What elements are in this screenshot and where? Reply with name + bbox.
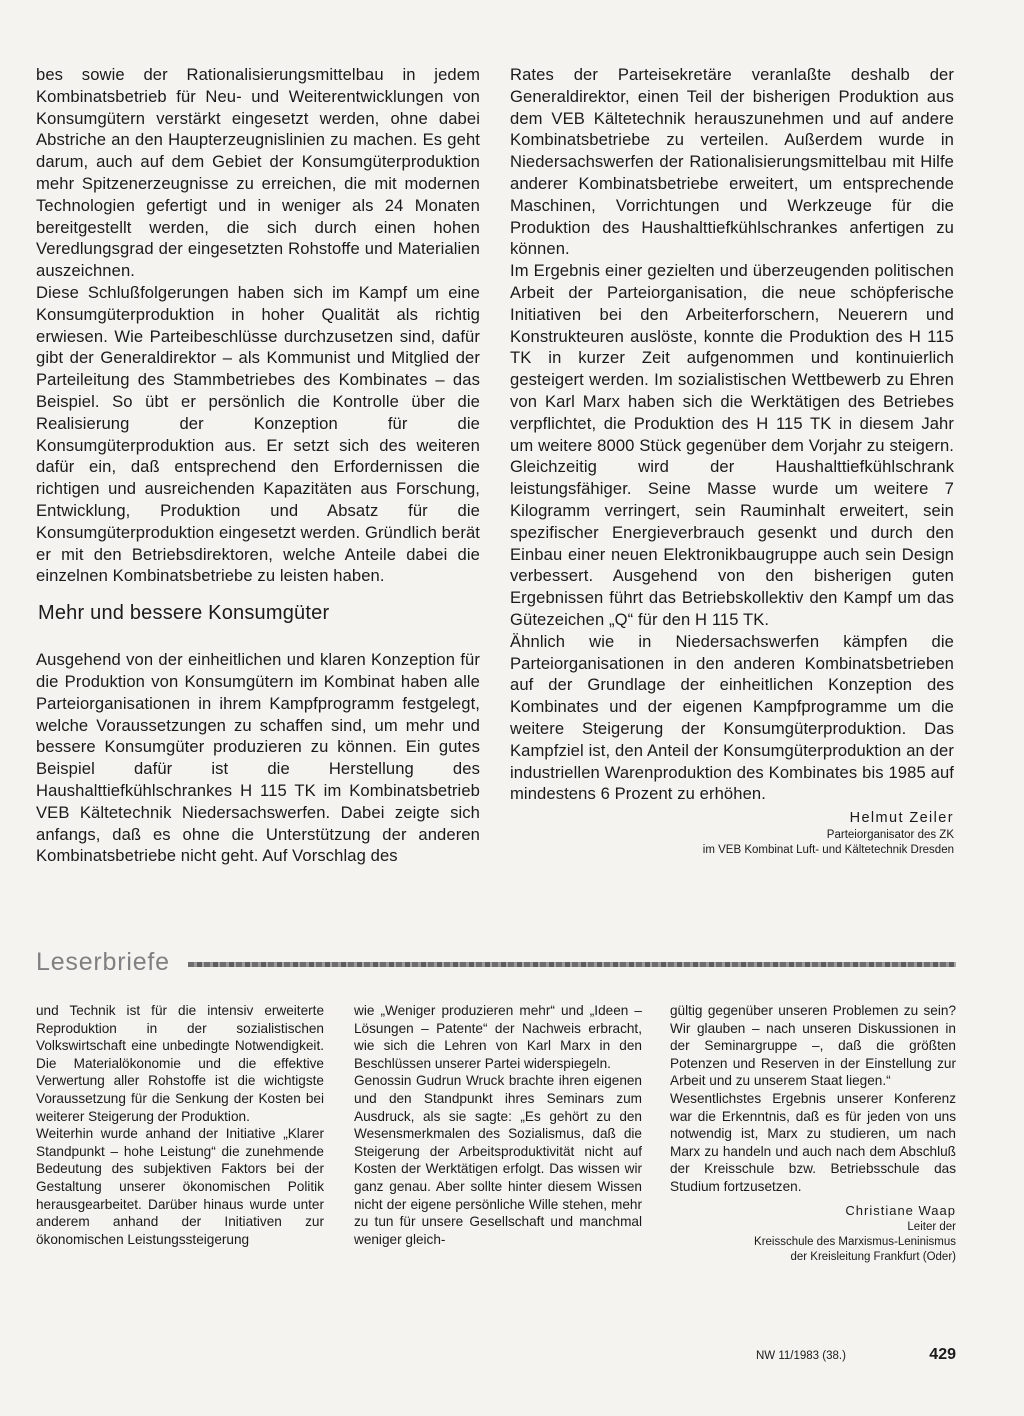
letter-paragraph: Wesentlichstes Ergebnis unserer Konferenz war die Erkenntnis, daß es für jeden von uns notwendig ist, Marx zu studieren, um nach Marx zu handeln und auch nach dem Abschluß der Kreisschule bzw. Betriebsschule das Studium fortzusetzen.: [670, 1090, 956, 1194]
letters-column-2: [354, 1002, 642, 1248]
article-column-right: [510, 64, 954, 858]
article-paragraph: Ähnlich wie in Niedersachswerfen kämpfen die Parteiorganisationen in den anderen Kombinatsbetrieben auf der Grundlage der einheitlichen Konzeption des Kombinates und der eigenen Kampfprogramme um die weitere Steigerung der Konsumgüterproduktion. Das Kampfziel ist, den Anteil der Konsumgüterproduktion an der industriellen Warenproduktion des Kombinates bis 1985 auf mindestens 6 Prozent zu erhöhen.: [510, 631, 954, 804]
author-affiliation: im VEB Kombinat Luft- und Kältetechnik Dresden: [702, 844, 954, 857]
letter-paragraph: Genossin Gudrun Wruck brachte ihren eigenen und den Standpunkt ihres Seminars zum Ausdruck, als sie sagte: „Es gehört zu den Wesensmerkmalen des Sozialismus, daß die Steigerung der Arbeitsproduktivität nicht auf Kosten der Werktätigen erfolgt. Das wissen wir ganz genau. Aber sollte hinter diesem Wissen nicht der eigene persönliche Wille stehen, mehr zu tun für unsere Gesellschaft und manchmal weniger gleich-: [354, 1073, 642, 1247]
letter-signature: [670, 1202, 956, 1265]
article-paragraph: Im Ergebnis einer gezielten und überzeugenden politischen Arbeit der Parteiorganisation, die neue schöpferische Initiativen bei den Arbeiterforschern, Neuerern und Konstrukteuren auslöste, konnte die Produktion des H 115 TK in kurzer Zeit aufgenommen und kontinuierlich gesteigert werden. Im sozialistischen Wettbewerb zu Ehren von Karl Marx haben sich die Werktätigen des Betriebes verpflichtet, die Produktion des H 115 TK in diesem Jahr um weitere 8000 Stück gegenüber dem Vorjahr zu steigern. Gleichzeitig wird der Haushalttiefkühlschrank leistungsfähiger. Seine Masse wurde um weitere 7 Kilogramm verringert, sein Rauminhalt erweitert, sein spezifischer Energieverbrauch gesenkt und durch den Einbau einer neuen Elektronikbaugruppe auch sein Design verbessert. Ausgehend von den bisherigen guten Ergebnissen führt das Betriebskollektiv den Kampf um das Gütezeichen „Q“ für den H 115 TK.: [510, 261, 954, 629]
letters-column-3: [670, 1002, 956, 1265]
letter-paragraph: und Technik ist für die intensiv erweiterte Reproduktion in der sozialistischen Volkswirtschaft eine unbedingte Notwendigkeit. Die Materialökonomie und die effektive Verwertung aller Rohstoffe ist die wichtigste Voraussetzung für die Senkung der Kosten bei weiterer Steigerung der Produktion.: [36, 1003, 324, 1124]
section-heading: Mehr und bessere Konsumgüter: [38, 602, 330, 625]
section-title: Leserbriefe: [36, 948, 170, 976]
article-paragraph: Diese Schlußfolgerungen haben sich im Kampf um eine Konsumgüterproduktion in hoher Qualität als richtig erwiesen. Wie Parteibeschlüsse durchzusetzen sind, dafür gibt der Generaldirektor – als Kommunist und Mitglied der Parteileitung des Stammbetriebes des Kombinates – das Beispiel. So übt er persönlich die Kontrolle über die Realisierung der Konzeption für die Konsumgüterproduktion aus. Er setzt sich des weiteren dafür ein, daß entsprechend den Erfordernissen die richtigen und ausreichenden Kapazitäten aus Forschung, Entwicklung, Produktion und Absatz für die Konsumgüterproduktion eingesetzt werden. Gründlich berät er mit den Betriebsdirektoren, welche Anteile dabei die einzelnen Kombinatsbetriebe zu leisten haben.: [36, 282, 480, 586]
section-rule: [188, 962, 956, 967]
letter-author-organization: der Kreisleitung Frankfurt (Oder): [790, 1250, 956, 1263]
letter-paragraph: wie „Weniger produzieren mehr“ und „Ideen – Lösungen – Patente“ der Nachweis erbracht, wie sich die Lehren von Karl Marx in den Beschlüssen unserer Partei widerspiegeln.: [354, 1003, 642, 1071]
article-paragraph: bes sowie der Rationalisierungsmittelbau in jedem Kombinatsbetrieb für Neu- und Weiterentwicklungen von Konsumgütern verstärkt eingesetzt werden, ohne dabei Abstriche an den Haupterzeugnislinien zu machen. Es geht darum, auch auf dem Gebiet der Konsumgüterproduktion mehr Spitzenerzeugnisse zu erreichen, die mit modernen Technologien gefertigt und in weniger als 24 Monaten bereitgestellt werden, die sich durch einen hohen Veredlungsgrad der eingesetzten Rohstoffe und Materialien auszeichnen.: [36, 65, 480, 281]
author-role: Parteiorganisator des ZK: [826, 829, 954, 842]
page-number: 429: [929, 1346, 956, 1363]
letter-paragraph: Weiterhin wurde anhand der Initiative „Klarer Standpunkt – hohe Leistung“ die zunehmende Bedeutung des subjektiven Faktors bei der Gestaltung unserer ökonomischen Politik herausgearbeitet. Darüber hinaus wurde unter anderem anhand der Initiativen zur ökonomischen Leistungssteigerung: [36, 1126, 324, 1247]
letter-author-role: Leiter der: [907, 1220, 956, 1233]
article-paragraph: Ausgehend von der einheitlichen und klaren Konzeption für die Produktion von Konsumgütern im Kombinat haben alle Parteiorganisationen in ihrem Kampfprogramm festgelegt, welche Voraussetzungen zu schaffen sind, um mehr und bessere Konsumgüter produzieren zu können. Ein gutes Beispiel dafür ist die Herstellung des Haushalttiefkühlschrankes H 115 TK im Kombinatsbetrieb VEB Kältetechnik Niedersachswerfen. Dabei zeigte sich anfangs, daß es ohne die Unterstützung der anderen Kombinatsbetriebe nicht geht. Auf Vorschlag des: [36, 650, 480, 866]
letter-author-school: Kreisschule des Marxismus-Leninismus: [754, 1235, 956, 1248]
article-paragraph: Rates der Parteisekretäre veranlaßte deshalb der Generaldirektor, einen Teil der bisherigen Produktion aus dem VEB Kältetechnik herauszunehmen und auf andere Kombinatsbetriebe zu verteilen. Außerdem wurde in Niedersachswerfen der Rationalisierungsmittelbau mit Hilfe anderer Kombinatsbetriebe erweitert, um entsprechende Maschinen, Vorrichtungen und Werkzeuge für die Produktion des Haushalttiefkühlschrankes anfertigen zu können.: [510, 65, 954, 259]
article-column-left: [36, 64, 480, 867]
author-name: Helmut Zeiler: [849, 810, 954, 827]
issue-label: NW 11/1983 (38.): [756, 1350, 846, 1362]
letter-author-name: Christiane Waap: [845, 1202, 956, 1218]
letters-column-1: [36, 1002, 324, 1248]
article-signature: [510, 808, 954, 858]
page-footer: [756, 1346, 956, 1370]
letter-paragraph: gültig gegenüber unseren Problemen zu sein? Wir glauben – nach unseren Diskussionen in der Seminargruppe –, daß die größten Potenzen und Reserven in der Einstellung zur Arbeit und zu unserem Staat liegen.“: [670, 1003, 956, 1089]
leserbriefe-banner: [36, 944, 956, 984]
